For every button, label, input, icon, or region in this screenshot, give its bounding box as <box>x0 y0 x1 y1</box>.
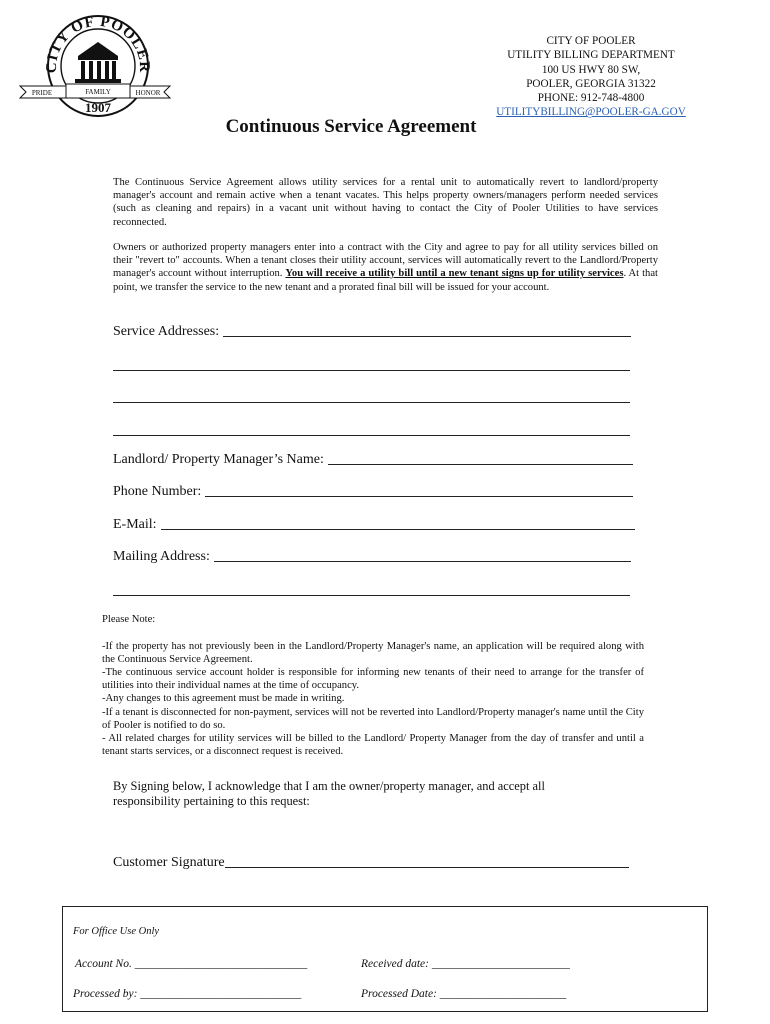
header-line: POOLER, GEORGIA 31322 <box>526 77 656 90</box>
department-email-link[interactable]: UTILITYBILLING@POOLER-GA.GOV <box>496 106 686 119</box>
account-number-field[interactable]: Account No. ______________________________ <box>75 958 308 970</box>
header-line: CITY OF POOLER <box>546 35 636 47</box>
seal-top-text: CITY OF POOLER <box>43 13 153 74</box>
customer-signature-line[interactable] <box>225 867 629 868</box>
intro-paragraph-1: The Continuous Service Agreement allows utility services for a rental unit to automatically revert to landlord/property manager's account and remain active when a tenant vacates. This helps property owners/managers perform needed services (such as cleaning and repairs) in a vacant unit without having to contact the City of Pooler Utilities to have services reconnected. <box>113 177 658 228</box>
intro-p2-bold: You will receive a utility bill until a new tenant signs up for utility services <box>285 268 624 280</box>
phone-number-label: Phone Number: <box>113 484 202 499</box>
processed-by-field[interactable]: Processed by: ____________________________ <box>73 988 302 1000</box>
customer-signature-label: Customer Signature <box>113 855 225 870</box>
notes-heading: Please Note: <box>102 614 156 625</box>
note-item: -The continuous service account holder is responsible for informing new tenants of their need to arrange for the transfer of utilities into their individual names at the time of occupancy. <box>102 667 644 692</box>
service-address-line-2[interactable] <box>113 370 630 371</box>
seal-right-ribbon: HONOR <box>135 89 161 97</box>
office-use-heading: For Office Use Only <box>73 926 160 937</box>
mailing-address-label: Mailing Address: <box>113 549 210 564</box>
phone-number-field[interactable] <box>113 484 633 500</box>
mailing-address-field[interactable] <box>113 549 631 565</box>
seal-left-ribbon: PRIDE <box>31 89 53 97</box>
header-line: UTILITY BILLING DEPARTMENT <box>507 49 675 62</box>
manager-name-line[interactable] <box>328 464 633 465</box>
office-use-box <box>62 906 708 1012</box>
phone-number-line[interactable] <box>205 496 633 497</box>
acknowledgment-text: By Signing below, I acknowledge that I am the owner/property manager, and accept all responsibility pertaining to this request: <box>113 779 545 808</box>
manager-name-field[interactable] <box>113 452 633 468</box>
email-line[interactable] <box>161 529 635 530</box>
city-seal-logo <box>18 8 173 120</box>
mailing-address-line[interactable] <box>214 561 631 562</box>
processed-date-field[interactable]: Processed Date: ______________________ <box>361 988 567 1000</box>
note-item: -If the property has not previously been in the Landlord/Property Manager's name, an application will be required along with the Continuous Service Agreement. <box>102 641 644 666</box>
service-address-line-3[interactable] <box>113 402 630 403</box>
page-title: Continuous Service Agreement <box>225 116 477 137</box>
header-line: 100 US HWY 80 SW, <box>541 63 641 76</box>
email-field[interactable] <box>113 517 635 533</box>
note-item: -If a tenant is disconnected for non-payment, services will not be reverted into Landlord/Property manager's name until the City of Pooler is notified to do so. <box>102 707 644 732</box>
department-address-block <box>466 34 716 120</box>
received-date-field[interactable]: Received date: ________________________ <box>361 958 570 970</box>
note-item: - All related charges for utility services will be billed to the Landlord/ Property Manager from the day of transfer and until a tenant starts services, or a disconnect request is received. <box>102 733 644 758</box>
seal-year: 1907 <box>85 100 111 115</box>
intro-p2-text-a: Owners or authorized property managers enter into a contract with the City and agree to pay for all utility services billed on their "revert to" accounts. When a tenant closes their utility account, services will automatically revert to the Landlord/Property manager's account without interruption. <box>113 242 658 280</box>
mailing-address-line-2[interactable] <box>113 595 630 596</box>
header-line: PHONE: 912-748-4800 <box>537 92 645 105</box>
intro-paragraph-2 <box>113 241 658 294</box>
service-addresses-line[interactable] <box>223 336 631 337</box>
note-item: -Any changes to this agreement must be made in writing. <box>102 693 345 704</box>
service-addresses-field[interactable] <box>113 324 631 340</box>
service-addresses-label: Service Addresses: <box>113 324 220 339</box>
email-label: E-Mail: <box>113 517 157 532</box>
manager-name-label: Landlord/ Property Manager’s Name: <box>113 452 324 467</box>
seal-center-ribbon: FAMILY <box>85 88 111 96</box>
service-address-line-4[interactable] <box>113 435 630 436</box>
intro-p2-text-b: . At that point, we transfer the service to the new tenant and a prorated final bill will be issued for your account. <box>113 268 658 293</box>
customer-signature-field[interactable] <box>113 855 629 871</box>
